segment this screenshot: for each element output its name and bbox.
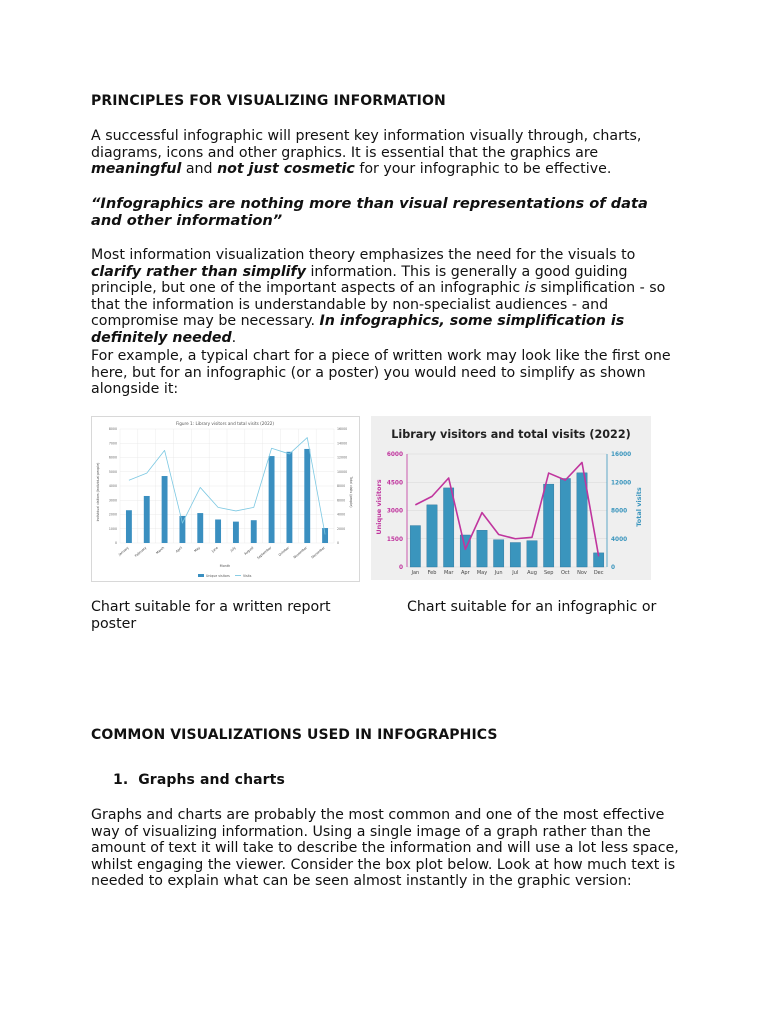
- x-tick-label-dec: Dec: [593, 570, 604, 576]
- y2-tick-label: 0: [337, 541, 340, 546]
- y-tick-label: 0: [398, 565, 403, 572]
- y-tick-label: 1000: [108, 526, 117, 531]
- x-tick-label-december: December: [310, 545, 326, 560]
- x-tick-label-jun: Jun: [494, 570, 503, 576]
- theory-emphasis-clarify: clarify rather than simplify: [91, 263, 306, 280]
- intro-text-1: A successful infographic will present key information visually through, charts, diagrams, icons and other graphics. It is essential that the graphics are: [91, 128, 642, 161]
- bar-feb: [427, 505, 437, 567]
- theory-text-1: Most information visualization theory emphasizes the need for the visuals to: [91, 247, 636, 263]
- bar-jun: [494, 540, 504, 567]
- y2-tick-label: 8000: [611, 508, 628, 515]
- x-tick-label-mar: Mar: [443, 570, 454, 576]
- x-tick-label-apr: Apr: [461, 570, 470, 576]
- y2-tick-label: 2000: [337, 526, 346, 531]
- theory-paragraph: [91, 247, 681, 347]
- bar-aug: [527, 541, 537, 567]
- infographic-chart-svg: [371, 416, 651, 580]
- bar-february: [144, 496, 150, 543]
- x-tick-label-oct: Oct: [561, 570, 570, 576]
- infographic-chart-ylabel: Unique visitors: [375, 479, 383, 535]
- report-chart-title: Figure 1: Library visitors and total visits (2022): [175, 421, 275, 426]
- y2-tick-label: 0: [611, 565, 616, 572]
- bar-december: [322, 528, 328, 543]
- y2-tick-label: 16000: [611, 452, 632, 459]
- report-chart-svg: [92, 417, 359, 581]
- theory-text-3: simplification - so that the information is understandable by non-specialist audiences - and compromise may be necessary.: [91, 280, 666, 330]
- caption-infographic-chart: Chart suitable for an infographic or: [407, 599, 657, 615]
- y2-tick-label: 4000: [611, 536, 628, 543]
- bar-may: [197, 513, 203, 543]
- y-tick-label: 3000: [386, 508, 403, 515]
- x-tick-label-april: April: [174, 545, 184, 554]
- report-chart-y2label: Total visits (people): [349, 476, 353, 508]
- x-tick-label-aug: Aug: [527, 570, 537, 576]
- y2-tick-label: 16000: [337, 427, 348, 432]
- y2-tick-label: 8000: [337, 484, 346, 489]
- intro-emphasis-meaningful: meaningful: [91, 161, 182, 178]
- y2-tick-label: 14000: [337, 441, 348, 446]
- intro-text-2: and: [181, 161, 218, 178]
- theory-emphasis-simplification: In infographics, some simplification is definitely needed: [91, 313, 625, 346]
- bar-october: [286, 452, 292, 543]
- x-tick-label-may: May: [193, 545, 201, 554]
- y-tick-label: 4500: [386, 480, 403, 487]
- bar-march: [162, 476, 168, 543]
- y-tick-label: 6000: [108, 455, 117, 460]
- report-chart-legend: [198, 574, 252, 578]
- intro-text-3: for your infographic to be effective.: [354, 161, 612, 178]
- pull-quote: “Infographics are nothing more than visual representations of data and other information”: [91, 195, 648, 229]
- y-tick-label: 3000: [108, 498, 117, 503]
- theory-italic-is: is: [524, 280, 536, 297]
- y-tick-label: 2000: [108, 512, 117, 517]
- theory-text-4: .: [231, 329, 237, 346]
- x-tick-label-may: May: [476, 570, 488, 576]
- bar-sep: [544, 484, 554, 567]
- list-number: 1.: [113, 772, 129, 788]
- infographic-chart-y2label: Total visits: [635, 487, 643, 527]
- legend-swatch-bar: [198, 574, 204, 577]
- bar-jul: [510, 543, 520, 567]
- bar-june: [215, 519, 221, 543]
- y-tick-label: 1500: [386, 536, 403, 543]
- y2-tick-label: 12000: [611, 480, 632, 487]
- x-tick-label-march: March: [155, 545, 166, 556]
- y2-tick-label: 4000: [337, 512, 346, 517]
- x-tick-label-july: July: [229, 545, 237, 553]
- list-label: Graphs and charts: [138, 772, 285, 788]
- legend-label-unique: Unique visitors: [206, 574, 230, 578]
- caption-poster: poster: [91, 616, 137, 632]
- theory-text-2: information. This is generally a good guiding principle, but one of the important aspects of an infographic: [91, 263, 628, 297]
- infographic-chart-title: Library visitors and total visits (2022): [391, 428, 631, 441]
- x-tick-label-august: August: [243, 545, 255, 556]
- y-tick-label: 6000: [386, 452, 403, 459]
- infographic-chart-bars: [410, 473, 604, 567]
- x-tick-label-february: February: [134, 545, 148, 558]
- x-tick-label-jan: Jan: [411, 570, 420, 576]
- y-tick-label: 4000: [108, 484, 117, 489]
- report-chart-xlabel: Month: [219, 564, 231, 568]
- intro-emphasis-cosmetic: not just cosmetic: [217, 161, 355, 178]
- report-chart: [91, 416, 360, 582]
- series-line-visits: [415, 462, 598, 556]
- x-tick-label-october: October: [277, 545, 291, 557]
- list-item-graphs-and-charts: [113, 772, 285, 789]
- bar-january: [126, 510, 132, 543]
- y-tick-label: 8000: [108, 427, 117, 432]
- bar-oct: [560, 478, 570, 567]
- bar-november: [304, 449, 310, 543]
- infographic-chart: [371, 416, 651, 580]
- bar-september: [269, 456, 275, 543]
- x-tick-label-feb: Feb: [427, 570, 437, 576]
- heading-common-visualizations: COMMON VISUALIZATIONS USED IN INFOGRAPHICS: [91, 727, 498, 743]
- y2-tick-label: 10000: [337, 469, 348, 474]
- bar-april: [179, 516, 185, 543]
- legend-label-visits: Visits: [243, 574, 252, 578]
- example-paragraph: For example, a typical chart for a piece of written work may look like the first one here, but for an infographic (or a poster) you would need to simplify as shown alongside it:: [91, 348, 671, 398]
- bar-mar: [444, 488, 454, 567]
- infographic-chart-line: [415, 462, 598, 556]
- heading-principles: PRINCIPLES FOR VISUALIZING INFORMATION: [91, 93, 446, 109]
- x-tick-label-november: November: [292, 545, 308, 560]
- y-tick-label: 0: [114, 541, 117, 546]
- x-tick-label-sep: Sep: [543, 570, 554, 576]
- report-chart-grid: [120, 429, 334, 543]
- x-tick-label-jul: Jul: [512, 570, 519, 576]
- x-tick-label-june: June: [210, 545, 219, 554]
- bar-august: [251, 520, 257, 543]
- graphs-paragraph: Graphs and charts are probably the most common and one of the most effective way of visualizing information. Using a single image of a graph rather than the amount of text it will take to describe the information and will use a lot less space, whilst engaging the viewer. Consider the box plot below. Look at how much text is needed to explain what can be seen almost instantly in the graphic version:: [91, 807, 679, 890]
- y-tick-label: 7000: [108, 441, 117, 446]
- y-tick-label: 5000: [108, 469, 117, 474]
- y2-tick-label: 6000: [337, 498, 346, 503]
- y2-tick-label: 12000: [337, 455, 348, 460]
- report-chart-ylabel: Individual visitors (individual people): [96, 462, 100, 522]
- x-tick-label-september: September: [256, 545, 273, 561]
- x-tick-label-january: January: [117, 545, 130, 557]
- intro-paragraph: [91, 128, 671, 178]
- caption-report-chart: Chart suitable for a written report: [91, 599, 331, 615]
- x-tick-label-nov: Nov: [577, 570, 587, 576]
- bar-jan: [410, 526, 420, 567]
- bar-july: [233, 522, 239, 543]
- bar-may: [477, 530, 487, 567]
